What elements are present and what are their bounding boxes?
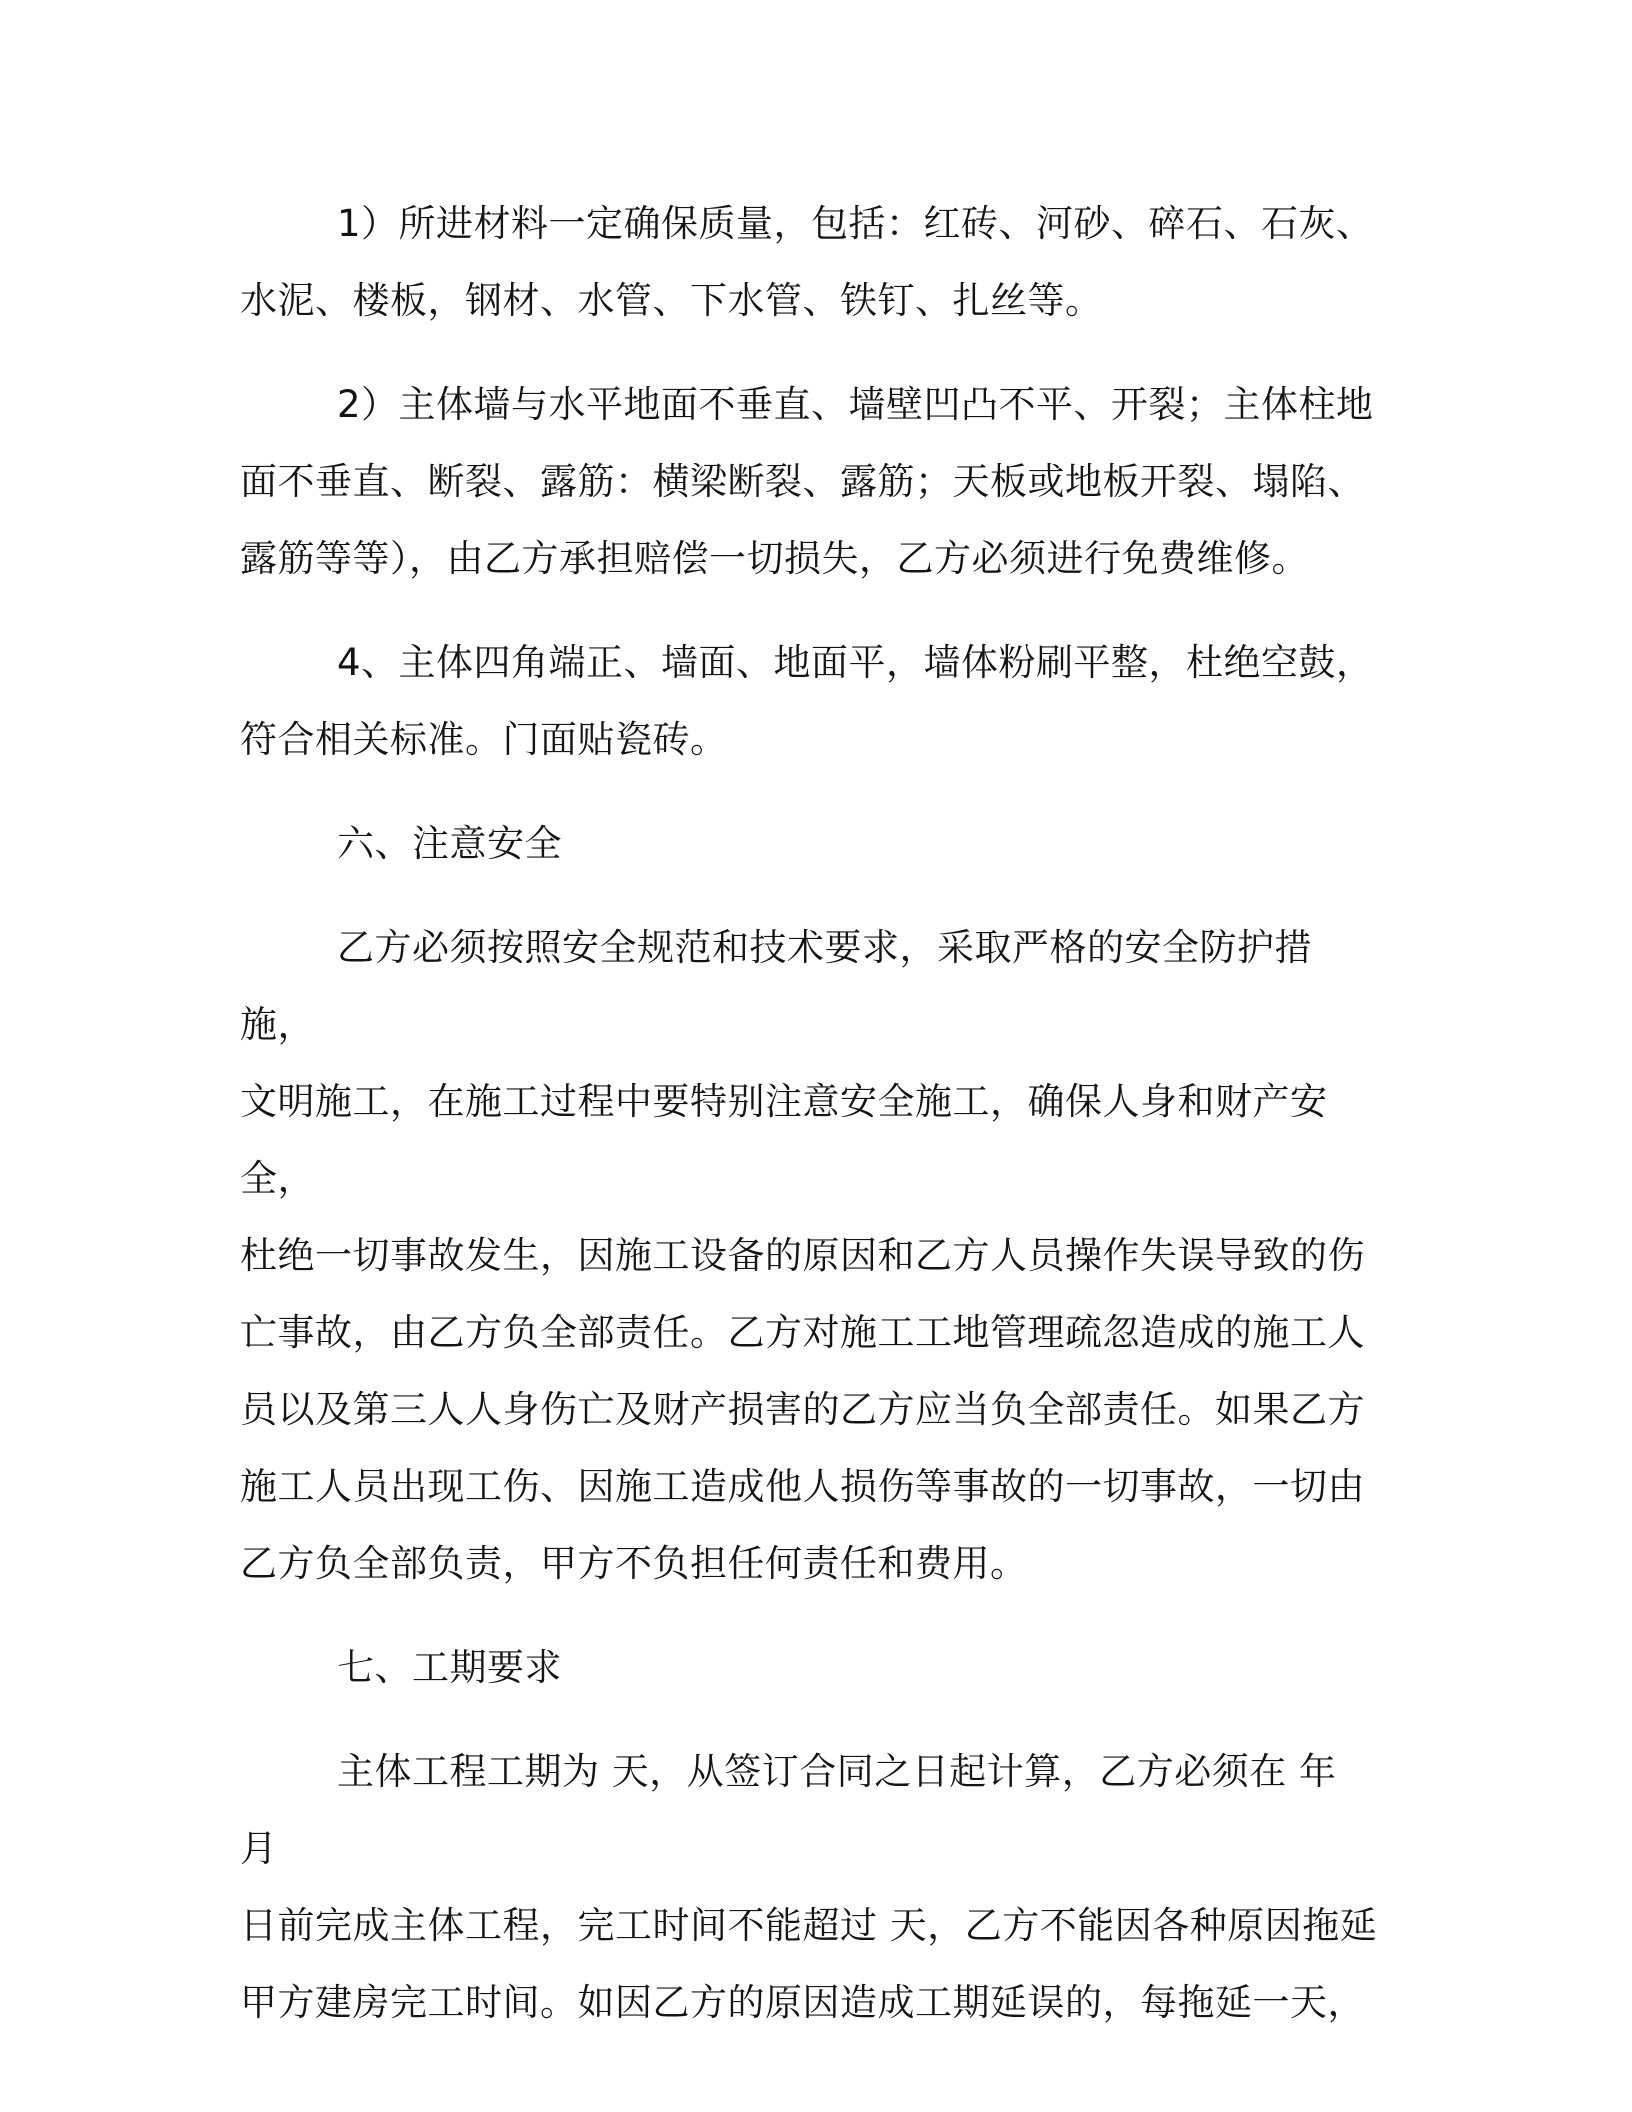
text-line: 符合相关标准。门面贴瓷砖。 [240, 718, 728, 761]
text-line: 员以及第三人人身伤亡及财产损害的乙方应当负全部责任。如果乙方 [240, 1388, 1365, 1431]
text-line: 甲方建房完工时间。如因乙方的原因造成工期延误的，每拖延一天， [240, 1981, 1365, 2024]
text-line: 亡事故，由乙方负全部责任。乙方对施工工地管理疏忽造成的施工人 [240, 1311, 1365, 1354]
text-line: 乙方必须按照安全规范和技术要求，采取严格的安全防护措施， [240, 926, 1312, 1046]
text-line: 露筋等等），由乙方承担赔偿一切损失，乙方必须进行免费维修。 [240, 537, 1309, 580]
document-body [240, 185, 1380, 2068]
text-line: 施工人员出现工伤、因施工造成他人损伤等事故的一切事故，一切由 [240, 1465, 1365, 1508]
text-line: 日前完成主体工程，完工时间不能超过 天，乙方不能因各种原因拖延 [240, 1904, 1378, 1947]
clause-structure-standards [240, 624, 1380, 778]
text-line: 2）主体墙与水平地面不垂直、墙壁凹凸不平、开裂；主体柱地 [337, 383, 1374, 426]
text-line: 杜绝一切事故发生，因施工设备的原因和乙方人员操作失误导致的伤 [240, 1234, 1365, 1277]
clause-schedule [240, 1733, 1380, 2041]
text-line: 4、主体四角端正、墙面、地面平，墙体粉刷平整，杜绝空鼓， [337, 641, 1374, 684]
text-line: 主体工程工期为 天，从签订合同之日起计算，乙方必须在 年 月 [240, 1750, 1337, 1870]
text-line: 文明施工，在施工过程中要特别注意安全施工，确保人身和财产安全， [240, 1080, 1328, 1200]
clause-materials-quality [240, 185, 1380, 339]
text-line: 面不垂直、断裂、露筋：横梁断裂、露筋；天板或地板开裂、塌陷、 [240, 460, 1365, 503]
text-line: 乙方负全部负责，甲方不负担任何责任和费用。 [240, 1542, 1028, 1585]
text-line: 1）所进材料一定确保质量，包括：红砖、河砂、碎石、石灰、 [337, 202, 1374, 245]
clause-safety [240, 909, 1380, 1602]
text-line: 水泥、楼板，钢材、水管、下水管、铁钉、扎丝等。 [240, 279, 1103, 322]
clause-structure-defects [240, 366, 1380, 597]
section-heading-safety: 六、注意安全 [337, 822, 562, 865]
section-heading-schedule: 七、工期要求 [337, 1646, 562, 1689]
